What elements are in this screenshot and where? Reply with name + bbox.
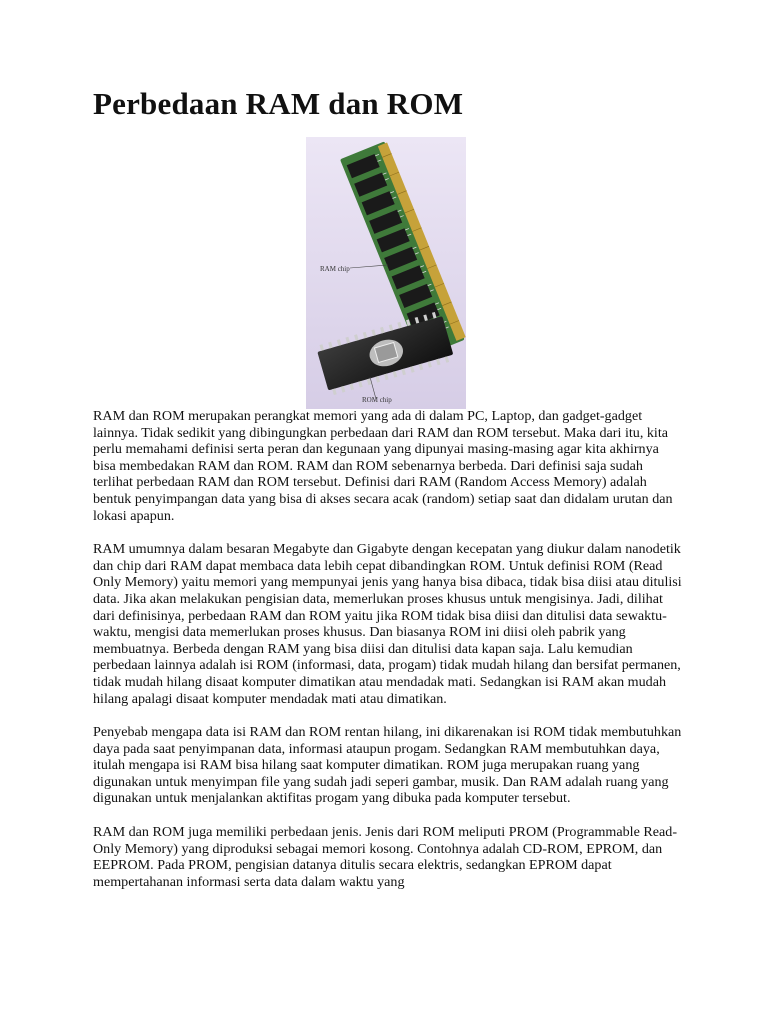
paragraph: RAM dan ROM merupakan perangkat memori yang ada di dalam PC, Laptop, dan gadget-gadget lainnya. Tidak sedikit yang dibingungkan perbedaan dari RAM dan ROM tersebut. Maka dari itu, kita perlu memahami definisi serta peran dan kegunaan yang dipunyai masing-masing agar kita akhirnya bisa membedakan RAM dan ROM. RAM dan ROM sebenarnya berbeda. Dari definisi saja sudah terlihat perbedaan RAM dan ROM tersebut. Definisi dari RAM (Random Access Memory) adalah bentuk penyimpangan data yang bisa di akses secara acak (random) setiap saat dan didalam urutan dan lokasi apapun. [93, 408, 673, 524]
article-body [93, 408, 683, 907]
ram-chip-label: RAM chip [320, 265, 350, 273]
paragraph: Penyebab mengapa data isi RAM dan ROM rentan hilang, ini dikarenakan isi ROM tidak membutuhkan daya pada saat penyimpanan data, informasi ataupun progam. Sedangkan RAM membutuhkan daya, itulah mengapa isi RAM bisa hilang saat komputer dimatikan. ROM juga merupakan ruang yang digunakan untuk menyimpan file yang sudah jadi seperi gambar, musik. Dan RAM adalah ruang yang digunakan untuk menjalankan aktifitas progam yang dibuka pada komputer tersebut. [93, 724, 682, 807]
paragraph: RAM umumnya dalam besaran Megabyte dan Gigabyte dengan kecepatan yang diukur dalam nanodetik dan chip dari RAM dapat membaca data lebih cepat dibandingkan ROM. Untuk definisi ROM (Read Only Memory) yaitu memori yang mempunyai jenis yang hanya bisa dibaca, tidak bisa diisi atau ditulisi data. Jika akan melakukan pengisian data, memerlukan proses khusus untuk mengisinya. Jadi, dilihat dari definisinya, perbedaan RAM dan ROM yaitu jika ROM tidak bisa diisi dan ditulisi data sewaktu-waktu, mengisi data memerlukan proses khusus. Dan biasanya ROM ini diisi oleh pabrik yang membuatnya. Berbeda dengan RAM yang bisa diisi dan ditulisi data kapan saja. Lalu kemudian perbedaan lainnya adalah isi ROM (informasi, data, progam) tidak mudah hilang dan bersifat permanen, tidak mudah hilang disaat komputer dimatikan atau mendadak mati. Sedangkan isi RAM akan mudah hilang apalagi disaat komputer mendadak mati atau dimatikan. [93, 541, 682, 707]
paragraph: RAM dan ROM juga memiliki perbedaan jenis. Jenis dari ROM meliputi PROM (Programmable Read-Only Memory) yang diproduksi sebagai memori kosong. Contohnya adalah CD-ROM, EPROM, dan EEPROM. Pada PROM, pengisian datanya ditulis secara elektris, sedangkan EPROM dapat mempertahanan informasi serta data dalam waktu yang [93, 824, 678, 890]
ram-rom-photo [306, 137, 466, 409]
page-title: Perbedaan RAM dan ROM [93, 86, 464, 121]
rom-chip-label: ROM chip [362, 396, 392, 404]
